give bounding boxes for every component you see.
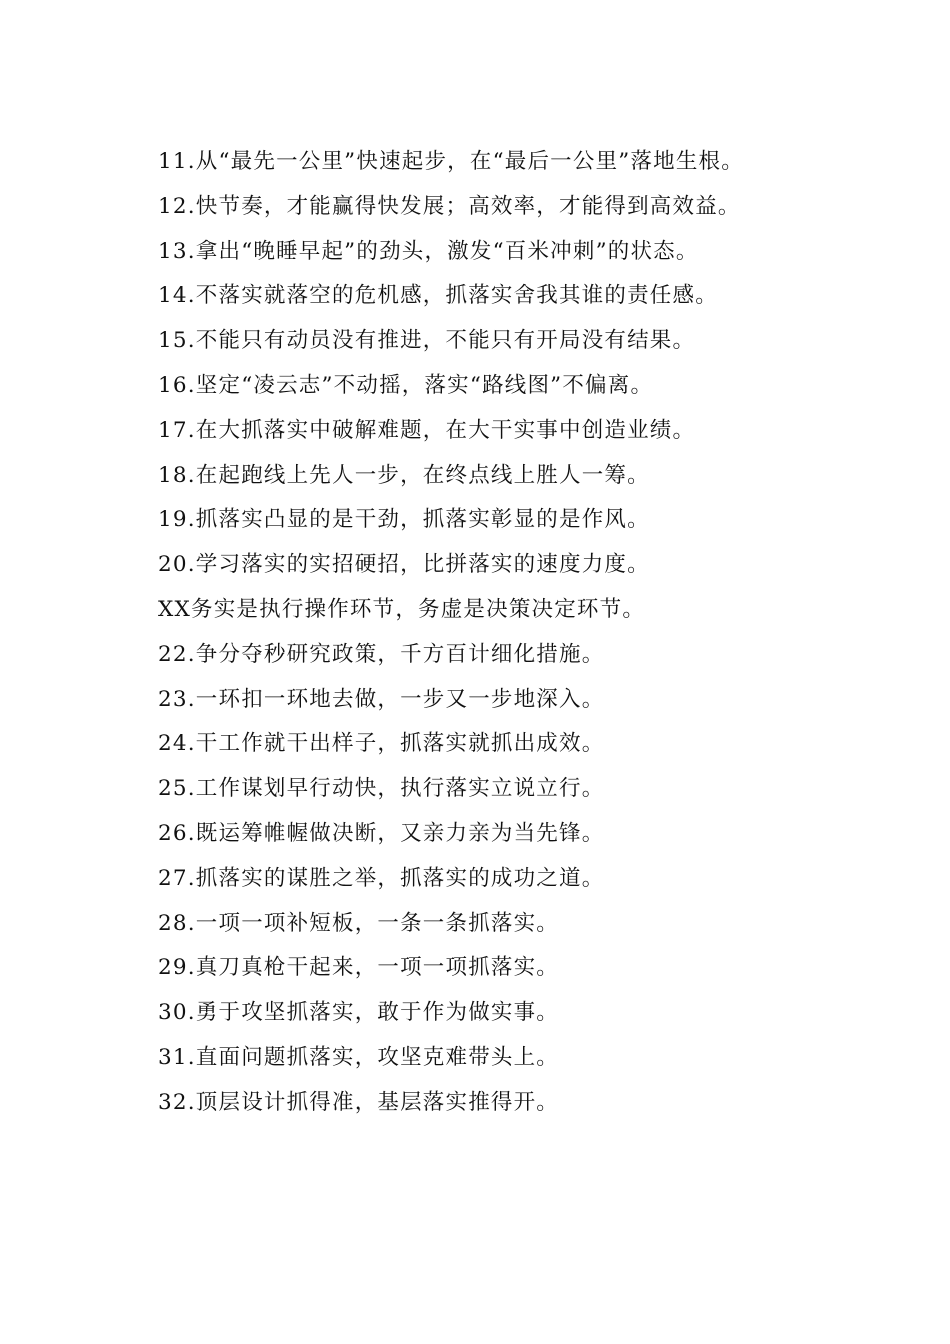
paragraph-xx: XX务实是执行操作环节，务虚是决策决定环节。 [158,596,646,622]
paragraph-11: 11.从“最先一公里”快速起步，在“最后一公里”落地生根。 [158,149,744,174]
paragraph-23: 23.一环扣一环地去做，一步又一步地深入。 [158,686,605,712]
paragraph-19: 19.抓落实凸显的是干劲，抓落实彰显的是作风。 [158,507,650,533]
paragraph-12: 12.快节奏，才能赢得快发展；高效率，才能得到高效益。 [158,193,741,219]
paragraph-29: 29.真刀真枪干起来，一项一项抓落实。 [158,955,559,981]
paragraph-32: 32.顶层设计抓得准，基层落实推得开。 [158,1089,559,1115]
paragraph-13: 13.拿出“晚睡早起”的劲头，激发“百米冲刺”的状态。 [158,238,699,264]
paragraph-27: 27.抓落实的谋胜之举，抓落实的成功之道。 [158,865,605,891]
paragraph-17: 17.在大抓落实中破解难题，在大干实事中创造业绩。 [158,417,696,443]
paragraph-18: 18.在起跑线上先人一步，在终点线上胜人一筹。 [158,462,650,488]
paragraph-31: 31.直面问题抓落实，攻坚克难带头上。 [158,1044,559,1070]
paragraph-16: 16.坚定“凌云志”不动摇，落实“路线图”不偏离。 [158,372,654,398]
paragraph-22: 22.争分夺秒研究政策，千方百计细化措施。 [158,641,605,667]
paragraph-26: 26.既运筹帷幄做决断，又亲力亲为当先锋。 [158,820,605,846]
paragraph-25: 25.工作谋划早行动快，执行落实立说立行。 [158,776,605,802]
paragraph-30: 30.勇于攻坚抓落实，敢于作为做实事。 [158,1000,559,1026]
paragraph-28: 28.一项一项补短板，一条一条抓落实。 [158,910,559,936]
paragraph-20: 20.学习落实的实招硬招，比拼落实的速度力度。 [158,552,650,578]
paragraph-14: 14.不落实就落空的危机感，抓落实舍我其谁的责任感。 [158,283,718,309]
paragraph-15: 15.不能只有动员没有推进，不能只有开局没有结果。 [158,328,696,354]
document-body [120,140,825,1126]
paragraph-24: 24.干工作就干出样子，抓落实就抓出成效。 [158,731,605,757]
